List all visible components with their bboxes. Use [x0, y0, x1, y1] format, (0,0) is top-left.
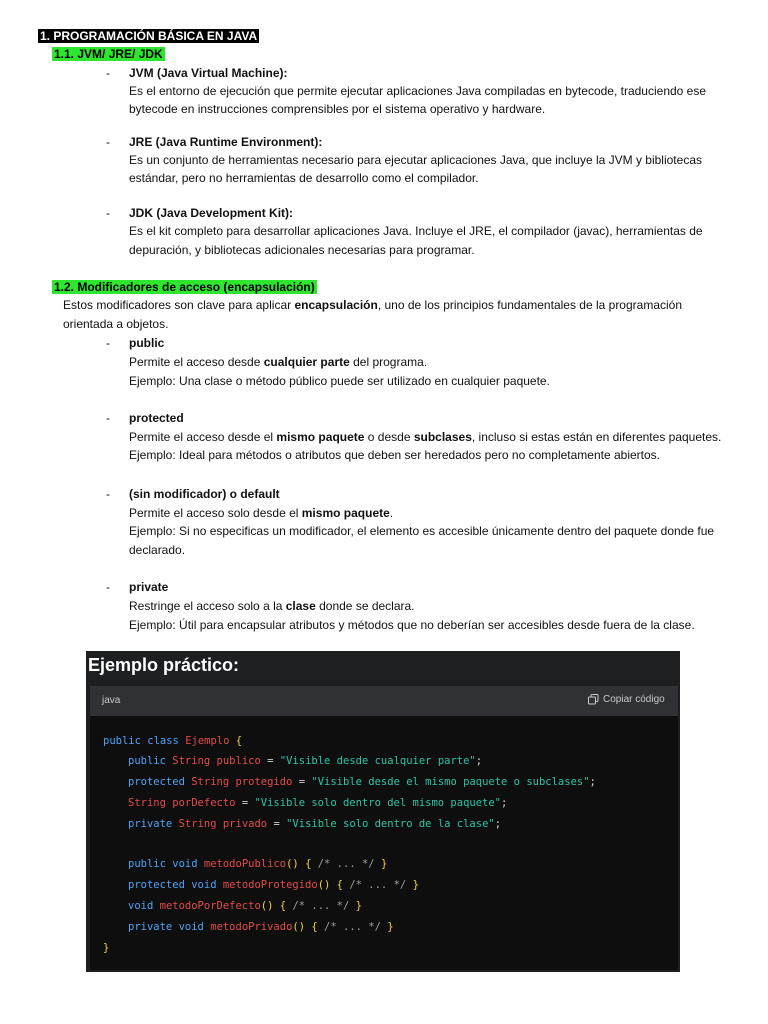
item-title: public: [129, 336, 165, 350]
bullet: -: [106, 487, 110, 501]
section-intro: Estos modificadores son clave para aplicar encapsulación, uno de los principios fundamentales de la programación: [63, 298, 683, 312]
item-text: Ejemplo: Si no especificas un modificador, el elemento es accesible únicamente dentro del paquete donde fue: [129, 524, 715, 538]
item-text: Permite el acceso solo desde el mismo paquete.: [129, 506, 394, 520]
code-line-10: private void metodoPrivado() { /* ... */ }: [128, 921, 394, 933]
code-line-8: protected void metodoProtegido() { /* ... */ }: [128, 879, 419, 891]
item-text: Es un conjunto de herramientas necesario para ejecutar aplicaciones Java, que incluye la JVM y bibliotecas: [129, 153, 702, 167]
item-text: estándar, pero no herramientas de desarrollo como el compilador.: [129, 171, 479, 185]
item-text: bytecode en instrucciones comprensibles por el sistema operativo y hardware.: [129, 102, 546, 116]
copy-code-button[interactable]: [588, 694, 665, 705]
code-line-1: public class Ejemplo {: [103, 735, 243, 747]
section-intro-line2: orientada a objetos.: [63, 317, 169, 331]
item-title: private: [129, 580, 169, 594]
bullet: -: [106, 135, 110, 149]
code-line-9: void metodoPorDefecto() { /* ... */ }: [128, 900, 362, 912]
item-text: Permite el acceso desde cualquier parte del programa.: [129, 355, 428, 369]
item-title: JRE (Java Runtime Environment):: [129, 135, 323, 149]
section-heading-modificadores: 1.2. Modificadores de acceso (encapsulación): [54, 280, 315, 294]
bullet: -: [106, 411, 110, 425]
code-language-label: java: [102, 695, 121, 706]
bullet: -: [106, 580, 110, 594]
code-line-3: protected String protegido = "Visible desde el mismo paquete o subclases";: [128, 776, 596, 788]
copy-code-label: Copiar código: [603, 694, 665, 705]
item-text: Ejemplo: Ideal para métodos o atributos que deben ser heredados pero no completamente abiertos.: [129, 448, 660, 462]
item-text: depuración, y bibliotecas adicionales necesarias para programar.: [129, 243, 475, 257]
item-text: Ejemplo: Una clase o método público puede ser utilizado en cualquier paquete.: [129, 374, 550, 388]
item-text: Ejemplo: Útil para encapsular atributos y métodos que no deberían ser accesibles desde fuera de la clase.: [129, 618, 695, 632]
code-line-7: public void metodoPublico() { /* ... */ }: [128, 858, 388, 870]
item-text: Permite el acceso desde el mismo paquete o desde subclases, incluso si estas están en diferentes paquetes.: [129, 430, 722, 444]
document-heading: 1. PROGRAMACIÓN BÁSICA EN JAVA: [40, 29, 258, 43]
bullet: -: [106, 206, 110, 220]
item-text: Es el entorno de ejecución que permite ejecutar aplicaciones Java compiladas en bytecode, traduciendo ese: [129, 84, 707, 98]
code-line-2: public String publico = "Visible desde cualquier parte";: [128, 755, 483, 767]
copy-icon: [588, 694, 599, 705]
item-text: Es el kit completo para desarrollar aplicaciones Java. Incluye el JRE, el compilador (javac), herramientas de: [129, 224, 703, 238]
code-example-title: Ejemplo práctico:: [88, 655, 240, 675]
code-line-5: private String privado = "Visible solo dentro de la clase";: [128, 818, 502, 830]
section-heading-jvm-jre-jdk: 1.1. JVM/ JRE/ JDK: [54, 47, 163, 61]
item-title: protected: [129, 411, 184, 425]
item-title: JVM (Java Virtual Machine):: [129, 66, 288, 80]
item-title: JDK (Java Development Kit):: [129, 206, 294, 220]
item-text: Restringe el acceso solo a la clase donde se declara.: [129, 599, 415, 613]
item-text: declarado.: [129, 543, 186, 557]
item-title: (sin modificador) o default: [129, 487, 280, 501]
code-line-4: String porDefecto = "Visible solo dentro del mismo paquete";: [128, 797, 508, 809]
bullet: -: [106, 336, 110, 350]
bullet: -: [106, 66, 110, 80]
code-line-11: }: [103, 942, 110, 954]
